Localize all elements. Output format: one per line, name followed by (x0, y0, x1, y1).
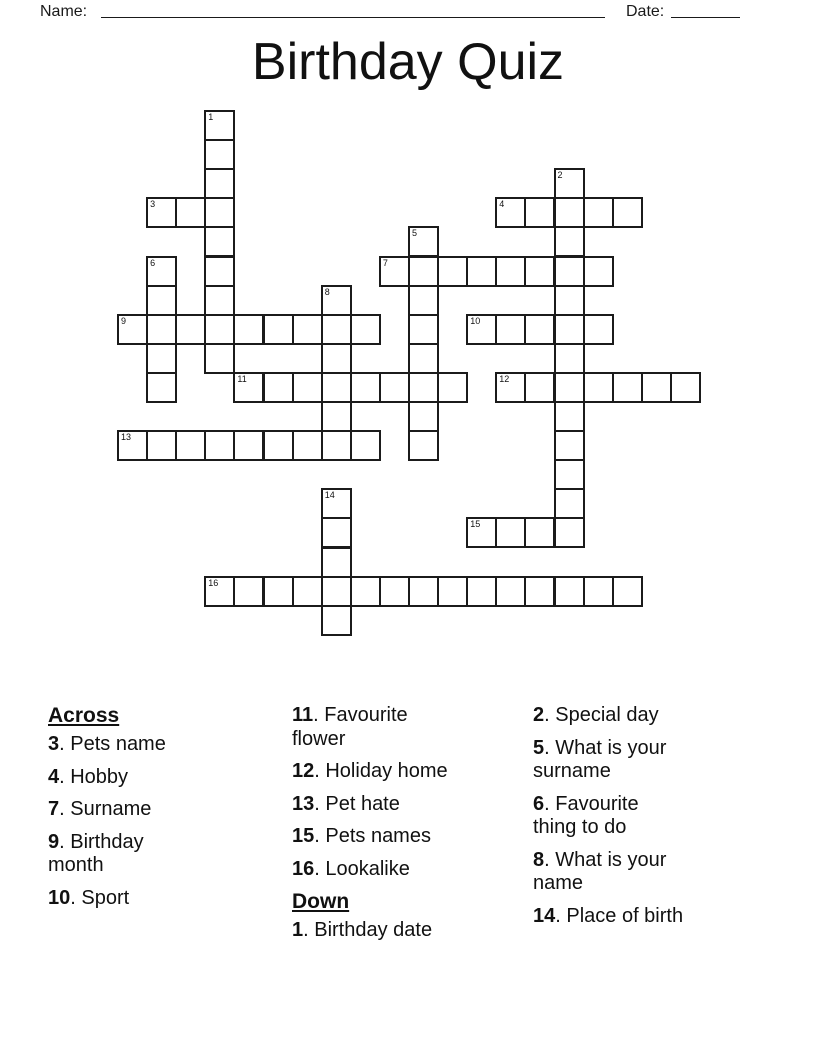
grid-cell[interactable] (408, 576, 439, 607)
clue-12-line-1: 12. Holiday home (292, 760, 448, 782)
clue-14-line-1: 14. Place of birth (533, 904, 684, 927)
grid-cell[interactable] (204, 343, 235, 374)
grid-cell[interactable] (495, 576, 526, 607)
grid-cell-7[interactable] (379, 256, 410, 287)
clue-13-line-1: 13. Pet hate (292, 792, 400, 815)
clue-number: 6 (533, 792, 545, 815)
grid-cell[interactable] (263, 372, 294, 403)
grid-cell[interactable] (524, 197, 555, 228)
grid-cell[interactable] (554, 372, 585, 403)
grid-cell[interactable] (350, 576, 381, 607)
grid-cell-16[interactable] (204, 576, 235, 607)
grid-cell[interactable] (204, 430, 235, 461)
cell-number: 7 (382, 257, 388, 268)
grid-cell[interactable] (204, 256, 235, 287)
grid-cell-2[interactable] (554, 168, 585, 199)
clue-2 (533, 704, 773, 728)
grid-cell[interactable] (524, 576, 555, 607)
grid-cell[interactable] (263, 576, 294, 607)
clue-number: 16 (292, 857, 315, 880)
clue-number: 11 (292, 704, 314, 726)
clue-3 (48, 733, 268, 757)
clue-10 (48, 887, 268, 911)
grid-cell[interactable] (204, 226, 235, 257)
grid-cell[interactable] (204, 285, 235, 316)
grid-cell[interactable] (612, 576, 643, 607)
page-title: Birthday Quiz (251, 33, 565, 91)
grid-cell[interactable] (408, 256, 439, 287)
grid-cell[interactable] (554, 256, 585, 287)
grid-cell[interactable] (408, 372, 439, 403)
clue-11-line-1: 11. Favourite (292, 704, 408, 726)
grid-cell[interactable] (204, 197, 235, 228)
grid-cell[interactable] (641, 372, 672, 403)
grid-cell[interactable] (524, 314, 555, 345)
clue-15-line-1: 15. Pets names (292, 825, 431, 847)
grid-cell[interactable] (350, 430, 381, 461)
clue-5-line-1: 5. What is your (533, 736, 667, 759)
grid-cell-13[interactable] (117, 430, 148, 461)
grid-cell[interactable] (466, 256, 497, 287)
grid-cell[interactable] (292, 314, 323, 345)
clues-across-header: Across (48, 704, 120, 727)
cell-number: 14 (324, 490, 335, 501)
clue-7-line-1: 7. Surname (48, 798, 152, 820)
grid-cell-11[interactable] (233, 372, 264, 403)
grid-cell[interactable] (524, 256, 555, 287)
grid-cell[interactable] (583, 314, 614, 345)
cell-number: 11 (237, 373, 247, 384)
grid-cell-5[interactable] (408, 226, 439, 257)
grid-cell[interactable] (204, 168, 235, 199)
grid-cell[interactable] (292, 576, 323, 607)
grid-cell[interactable] (321, 372, 352, 403)
cell-number: 12 (499, 373, 510, 384)
grid-cell[interactable] (408, 430, 439, 461)
grid-cell-3[interactable] (146, 197, 177, 228)
cell-number: 3 (150, 199, 156, 210)
grid-cell[interactable] (612, 372, 643, 403)
grid-cell[interactable] (554, 343, 585, 374)
cell-number: 4 (499, 199, 505, 210)
grid-cell[interactable] (321, 517, 352, 548)
grid-cell[interactable] (437, 576, 468, 607)
clue-3-line-1: 3. Pets name (48, 733, 166, 755)
grid-cell[interactable] (495, 517, 526, 548)
cell-number: 5 (412, 228, 418, 239)
grid-cell-10[interactable] (466, 314, 497, 345)
clue-10-line-1: 10. Sport (48, 886, 130, 909)
grid-cell[interactable] (554, 285, 585, 316)
clue-number: 5 (533, 736, 545, 759)
cell-number: 15 (470, 519, 481, 530)
grid-cell[interactable] (408, 343, 439, 374)
grid-cell[interactable] (175, 314, 206, 345)
clue-15 (292, 825, 517, 849)
grid-cell[interactable] (321, 605, 352, 636)
grid-cell[interactable] (233, 430, 264, 461)
grid-cell[interactable] (146, 343, 177, 374)
cell-number: 16 (208, 577, 219, 588)
clue-number: 14 (533, 904, 556, 927)
grid-cell-15[interactable] (466, 517, 497, 548)
clue-number: 1 (292, 919, 304, 941)
grid-cell-6[interactable] (146, 256, 177, 287)
grid-cell[interactable] (204, 314, 235, 345)
grid-cell[interactable] (292, 430, 323, 461)
grid-cell[interactable] (583, 197, 614, 228)
grid-cell[interactable] (175, 197, 206, 228)
clue-14 (533, 905, 773, 929)
grid-cell[interactable] (350, 372, 381, 403)
name-input-line[interactable] (101, 1, 605, 18)
clue-8 (533, 849, 773, 896)
grid-cell[interactable] (554, 197, 585, 228)
cell-number: 8 (324, 286, 330, 297)
grid-cell[interactable] (321, 576, 352, 607)
clue-4-line-1: 4. Hobby (48, 765, 129, 788)
grid-cell[interactable] (321, 547, 352, 578)
cell-number: 9 (121, 315, 127, 326)
clue-6-line-1: 6. Favourite (533, 792, 639, 815)
clue-11-line-2: flower (292, 727, 346, 750)
grid-cell[interactable] (146, 430, 177, 461)
clue-13 (292, 793, 517, 817)
grid-cell[interactable] (292, 372, 323, 403)
grid-cell[interactable] (321, 401, 352, 432)
grid-cell[interactable] (554, 459, 585, 490)
grid-cell[interactable] (583, 576, 614, 607)
grid-cell-8[interactable] (321, 285, 352, 316)
clue-5 (533, 737, 773, 784)
grid-cell[interactable] (263, 430, 294, 461)
clue-number: 13 (292, 792, 315, 815)
clues-down-header: Down (292, 890, 350, 913)
clue-number: 8 (533, 848, 545, 871)
grid-cell[interactable] (321, 343, 352, 374)
grid-cell[interactable] (466, 576, 497, 607)
clue-number: 2 (533, 704, 545, 726)
grid-cell[interactable] (408, 314, 439, 345)
grid-cell[interactable] (263, 314, 294, 345)
grid-cell[interactable] (524, 517, 555, 548)
clue-number: 3 (48, 733, 60, 755)
clue-6-line-2: thing to do (533, 816, 627, 838)
grid-cell[interactable] (495, 314, 526, 345)
grid-cell[interactable] (554, 314, 585, 345)
grid-cell[interactable] (437, 256, 468, 287)
grid-cell[interactable] (554, 576, 585, 607)
cell-number: 1 (208, 112, 214, 122)
grid-cell[interactable] (350, 314, 381, 345)
crossword-grid (117, 110, 701, 636)
grid-cell[interactable] (175, 430, 206, 461)
grid-cell[interactable] (583, 372, 614, 403)
grid-cell[interactable] (146, 285, 177, 316)
grid-cell[interactable] (612, 197, 643, 228)
cell-number: 6 (150, 257, 156, 268)
clue-9-line-1: 9. Birthday (48, 830, 144, 853)
grid-cell[interactable] (321, 314, 352, 345)
cell-number: 13 (121, 432, 132, 443)
clue-4 (48, 766, 268, 790)
grid-cell[interactable] (554, 430, 585, 461)
clue-column-2 (292, 704, 517, 952)
grid-cell[interactable] (408, 401, 439, 432)
cell-number: 10 (470, 315, 481, 326)
clue-16 (292, 858, 517, 882)
clue-number: 12 (292, 760, 315, 782)
grid-cell[interactable] (583, 256, 614, 287)
clue-8-line-1: 8. What is your (533, 848, 667, 871)
grid-cell[interactable] (554, 517, 585, 548)
grid-cell[interactable] (233, 576, 264, 607)
clue-5-line-2: surname (533, 760, 611, 782)
clue-number: 10 (48, 886, 71, 909)
clue-number: 7 (48, 798, 60, 820)
clue-9 (48, 831, 268, 878)
grid-cell[interactable] (495, 256, 526, 287)
clue-column-3 (533, 704, 773, 937)
clue-7 (48, 798, 268, 822)
grid-cell[interactable] (321, 430, 352, 461)
grid-cell-14[interactable] (321, 488, 352, 519)
grid-cell[interactable] (146, 372, 177, 403)
clue-9-line-2: month (48, 854, 104, 876)
grid-cell-9[interactable] (117, 314, 148, 345)
grid-cell-1[interactable] (204, 110, 235, 141)
clue-6 (533, 793, 773, 840)
grid-cell[interactable] (379, 372, 410, 403)
grid-cell[interactable] (670, 372, 701, 403)
clue-8-line-2: name (533, 872, 584, 894)
clue-16-line-1: 16. Lookalike (292, 857, 410, 880)
grid-cell-4[interactable] (495, 197, 526, 228)
grid-cell[interactable] (554, 488, 585, 519)
grid-cell-12[interactable] (495, 372, 526, 403)
clue-12 (292, 760, 517, 784)
grid-cell[interactable] (524, 372, 555, 403)
clue-column-1 (48, 704, 268, 919)
grid-cell[interactable] (204, 139, 235, 170)
grid-cell[interactable] (379, 576, 410, 607)
clue-number: 9 (48, 830, 60, 853)
grid-cell[interactable] (554, 226, 585, 257)
grid-cell[interactable] (408, 285, 439, 316)
date-label: Date: (626, 3, 665, 20)
date-input-line[interactable] (671, 1, 740, 18)
clue-number: 15 (292, 825, 315, 847)
grid-cell[interactable] (437, 372, 468, 403)
clue-1-line-1: 1. Birthday date (292, 919, 433, 941)
grid-cell[interactable] (233, 314, 264, 345)
grid-cell[interactable] (146, 314, 177, 345)
name-label: Name: (40, 3, 88, 20)
cell-number: 2 (557, 170, 563, 181)
clue-number: 4 (48, 765, 60, 788)
grid-cell[interactable] (554, 401, 585, 432)
clue-11 (292, 704, 517, 751)
clue-2-line-1: 2. Special day (533, 704, 659, 726)
clue-1 (292, 919, 517, 943)
